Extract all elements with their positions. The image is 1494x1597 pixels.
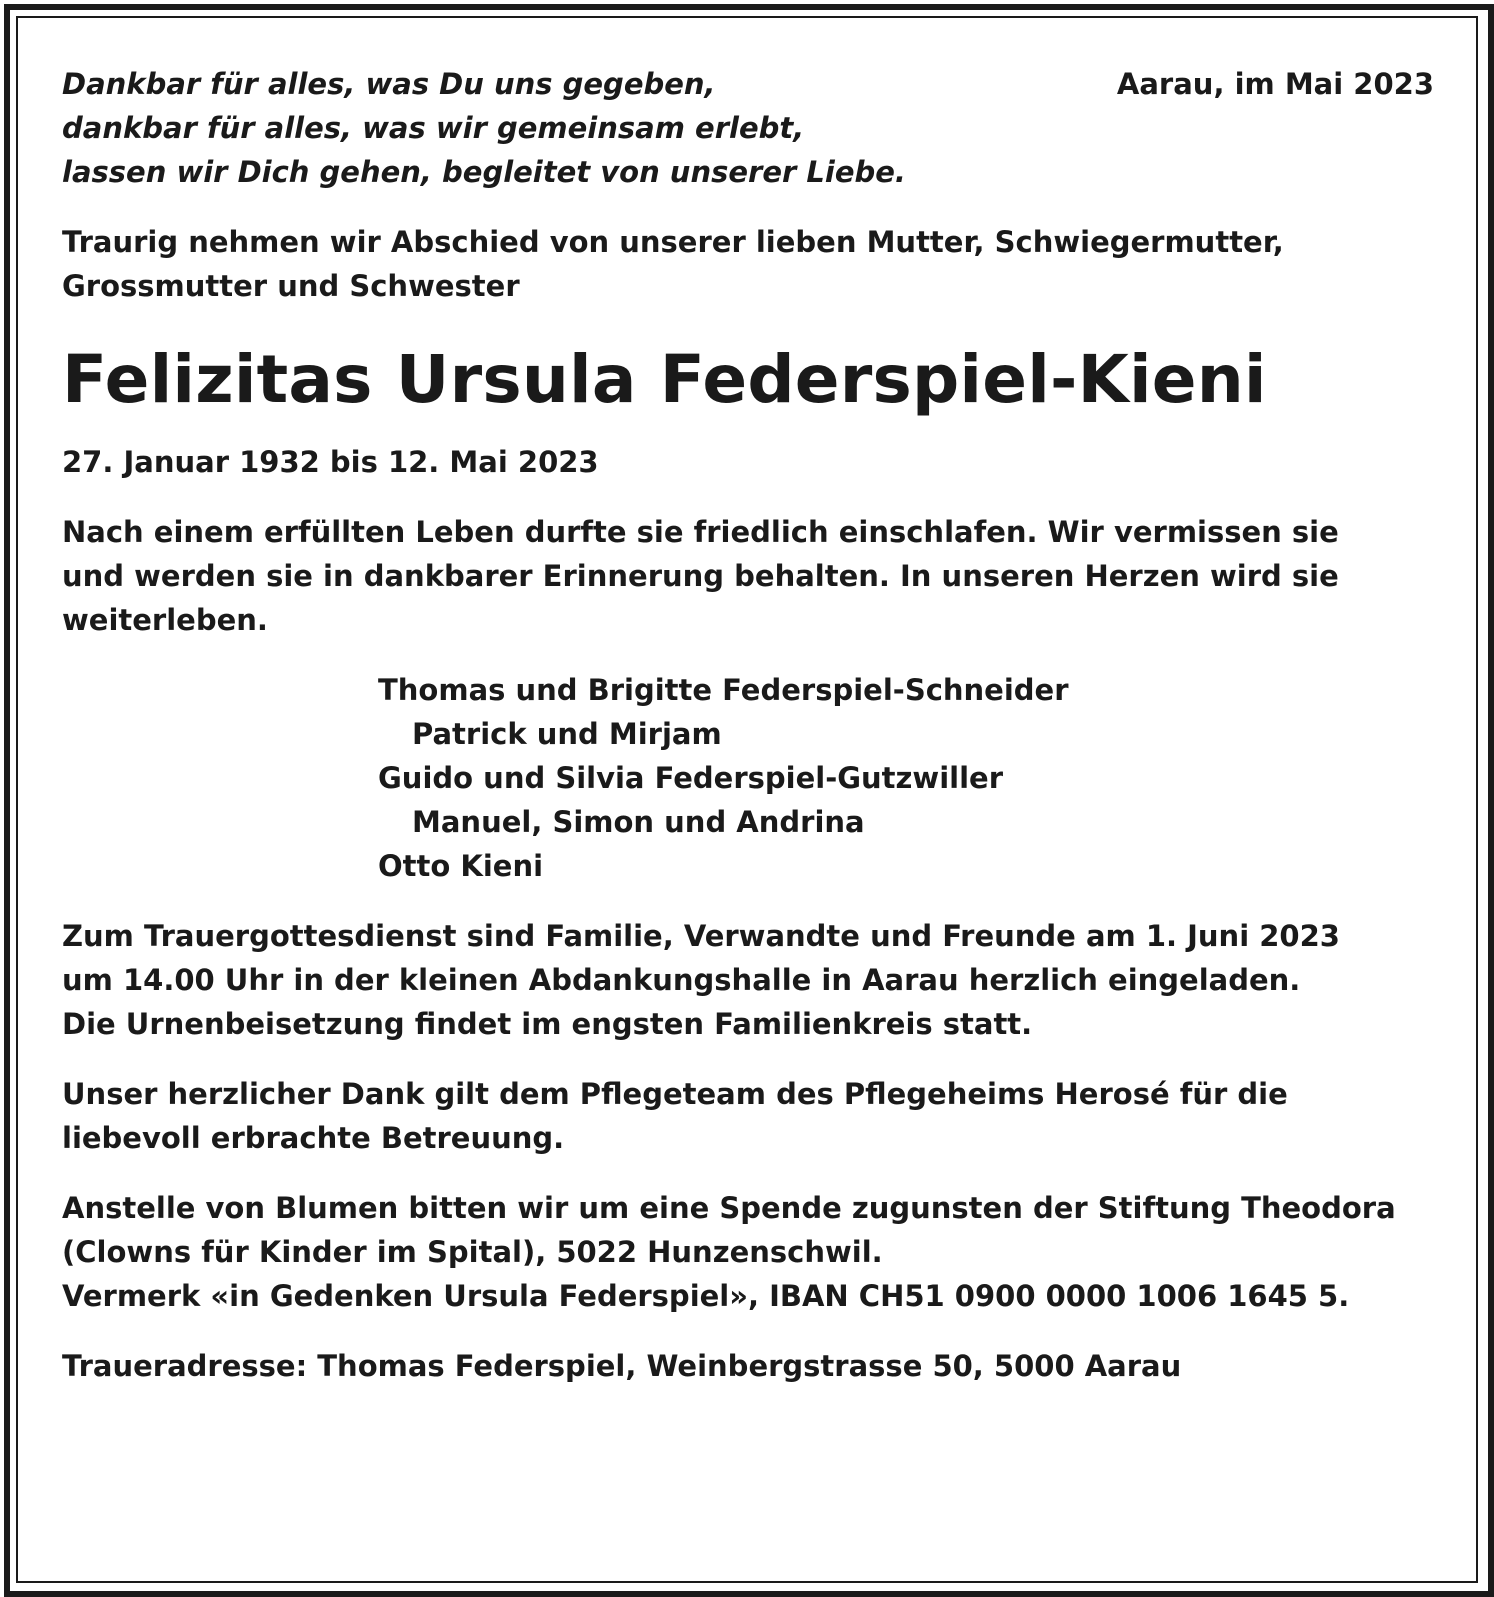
mourner: Patrick und Mirjam: [412, 717, 722, 751]
place-date: Aarau, im Mai 2023: [1116, 67, 1434, 101]
message-line: weiterleben.: [62, 603, 268, 637]
message-line: Nach einem erfüllten Leben durfte sie friedlich einschlafen. Wir vermissen sie: [62, 515, 1339, 549]
service-info: [62, 914, 1434, 1046]
intro-line: Grossmutter und Schwester: [62, 269, 520, 303]
intro-line: Traurig nehmen wir Abschied von unserer lieben Mutter, Schwiegermutter,: [62, 225, 1284, 259]
mourner: Otto Kieni: [378, 849, 544, 883]
mourner: Guido und Silvia Federspiel-Gutzwiller: [378, 761, 1004, 795]
mourning-address: Traueradresse: Thomas Federspiel, Weinbergstrasse 50, 5000 Aarau: [62, 1349, 1182, 1383]
donation-line: Anstelle von Blumen bitten wir um eine Spende zugunsten der Stiftung Theodora: [62, 1191, 1396, 1225]
header-row: [62, 62, 1434, 194]
donation-info: [62, 1186, 1434, 1318]
donation-line: (Clowns für Kinder im Spital), 5022 Hunzenschwil.: [62, 1235, 883, 1269]
mourner: Manuel, Simon und Andrina: [412, 805, 865, 839]
obituary-notice: [62, 62, 1434, 1388]
donation-line: Vermerk «in Gedenken Ursula Federspiel», IBAN CH51 0900 0000 1006 1645 5.: [62, 1279, 1350, 1313]
service-line: Zum Trauergottesdienst sind Familie, Verwandte und Freunde am 1. Juni 2023: [62, 919, 1340, 953]
mourner: Thomas und Brigitte Federspiel-Schneider: [378, 673, 1069, 707]
message: [62, 510, 1434, 642]
service-line: um 14.00 Uhr in der kleinen Abdankungshalle in Aarau herzlich eingeladen.: [62, 963, 1301, 997]
poem-line: dankbar für alles, was wir gemeinsam erlebt,: [62, 111, 805, 145]
deceased-name: Felizitas Ursula Federspiel-Kieni: [62, 341, 1267, 418]
poem-line: Dankbar für alles, was Du uns gegeben,: [62, 67, 716, 101]
poem-line: lassen wir Dich gehen, begleitet von unserer Liebe.: [62, 155, 906, 189]
service-line: Die Urnenbeisetzung findet im engsten Familienkreis statt.: [62, 1007, 1033, 1041]
message-line: und werden sie in dankbarer Erinnerung behalten. In unseren Herzen wird sie: [62, 559, 1339, 593]
thanks-line: Unser herzlicher Dank gilt dem Pflegeteam des Pflegeheims Herosé für die: [62, 1077, 1288, 1111]
mourners-list: [378, 668, 1434, 888]
intro: [62, 220, 1434, 308]
thanks: [62, 1072, 1434, 1160]
life-dates: 27. Januar 1932 bis 12. Mai 2023: [62, 445, 599, 479]
thanks-line: liebevoll erbrachte Betreuung.: [62, 1121, 565, 1155]
